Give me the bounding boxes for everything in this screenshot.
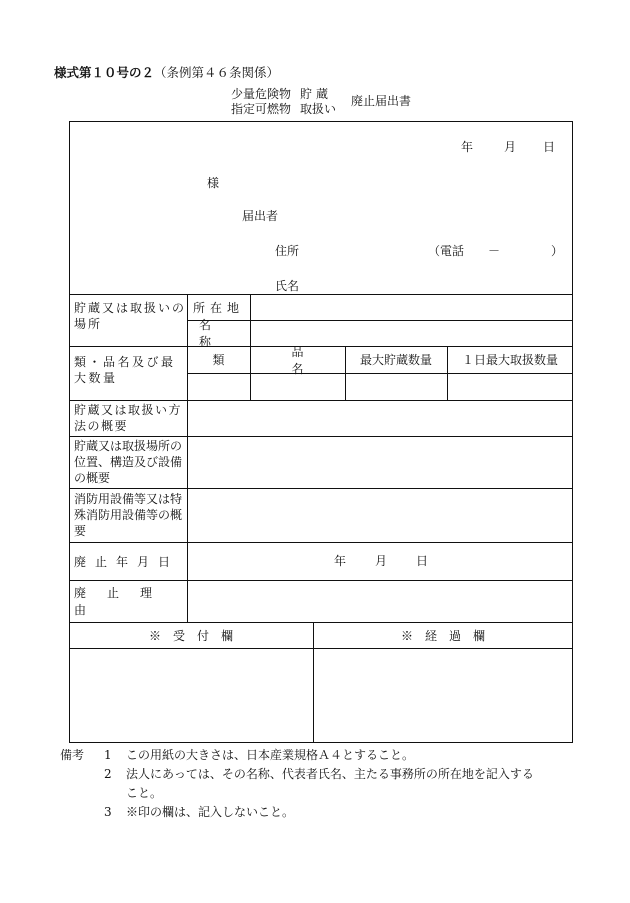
title-designated-combustibles: 指定可燃物: [231, 102, 292, 116]
title-small-hazardous: 少量危険物: [231, 87, 292, 101]
rule-place-bottom: [69, 488, 573, 489]
abolition-year: 年: [334, 554, 347, 568]
notes-label: 備考: [60, 748, 85, 762]
title-handling: 取扱い: [300, 102, 337, 116]
location-name-label: 名称: [199, 318, 234, 349]
rule-applicant-bottom: [69, 294, 573, 295]
date-day-label: 日: [543, 140, 556, 154]
note-text: ※印の欄は、記入しないこと。: [126, 805, 295, 819]
title-storage: 貯蔵: [300, 87, 333, 101]
note-item: [60, 746, 536, 765]
phone-label: （電話: [428, 244, 465, 258]
reception-header: ※ 受 付 欄: [148, 628, 233, 643]
addressee-suffix: 様: [207, 176, 220, 190]
form-number-line: [54, 67, 279, 80]
name-label: 氏名: [275, 279, 300, 293]
note-item: [60, 803, 536, 822]
note-text: この用紙の大きさは、日本産業規格Ａ４とすること。: [126, 748, 415, 762]
note-item: [60, 765, 536, 803]
note-text: 法人にあっては、その名称、代表者氏名、主たる事務所の所在地を記入すること。: [126, 767, 534, 800]
phone-close: ）: [551, 244, 564, 258]
fire-equipment-label: 消防用設備等又は特殊消防用設備等の概要: [74, 492, 183, 538]
rule-quantity-mid: [187, 373, 573, 374]
note-number: 1: [104, 748, 112, 762]
abolition-date-label: 廃止年月日: [74, 554, 180, 569]
location-address-label: 所在地: [192, 300, 244, 315]
rule-stamp-header-bottom: [69, 648, 573, 649]
abolition-reason-label: 廃止理由: [74, 586, 174, 617]
location-header: 貯蔵又は取扱いの場所: [74, 301, 187, 331]
rule-method-bottom: [69, 436, 573, 437]
progress-header: ※ 経 過 欄: [400, 628, 485, 643]
note-number: 2: [104, 767, 112, 781]
title-main: 廃止届出書: [351, 94, 412, 108]
phone-dash: －: [488, 244, 501, 258]
date-year-label: 年: [461, 140, 474, 154]
place-label: 貯蔵又は取扱場所の位置、構造及び設備の概要: [74, 439, 183, 485]
rule-quantity-bottom: [69, 400, 573, 401]
form-number: 様式第１０号の２: [54, 65, 155, 80]
method-label: 貯蔵又は取扱い方法の概要: [74, 403, 183, 433]
notes: [60, 746, 536, 822]
col-max-storage: 最大貯蔵数量: [359, 353, 432, 367]
quantity-header: 類・品名及び最大数量: [74, 355, 176, 385]
form-reference: （条例第４６条関係）: [154, 65, 280, 80]
col-max-daily: １日最大取扱数量: [461, 353, 558, 367]
abolition-month: 月: [375, 554, 388, 568]
address-label: 住所: [275, 244, 300, 258]
note-number: 3: [104, 805, 112, 819]
col-type: 類: [212, 353, 225, 367]
date-month-label: 月: [504, 140, 517, 154]
col-item: 品名: [291, 344, 348, 376]
applicant-label: 届出者: [242, 209, 279, 223]
abolition-day: 日: [416, 554, 429, 568]
